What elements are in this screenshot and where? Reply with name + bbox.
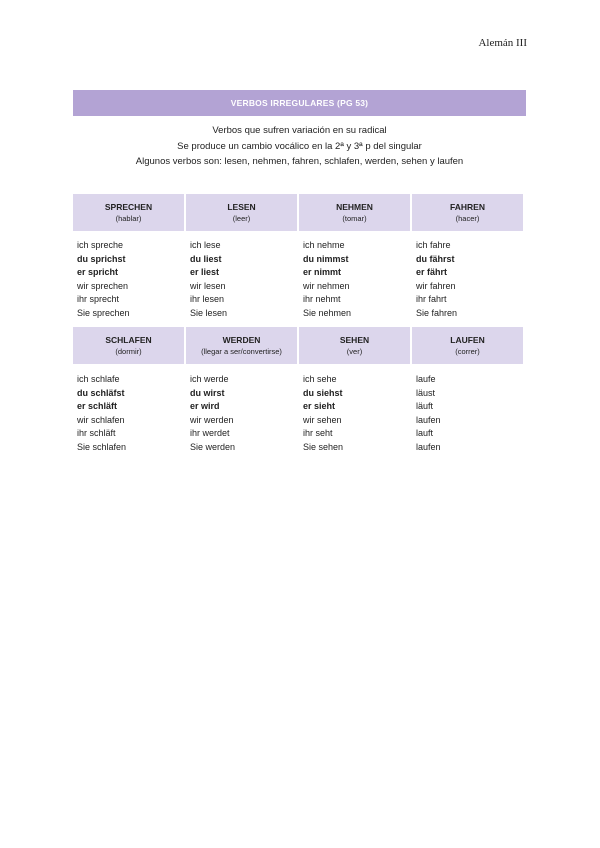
verb-infinitive: SPRECHEN bbox=[104, 202, 153, 212]
conjugation-form: läuft bbox=[416, 401, 434, 411]
page-header-subject: Alemán III bbox=[478, 37, 527, 49]
verb-translation: (dormir) bbox=[115, 347, 142, 356]
conjugation-form: ich fahre bbox=[416, 240, 451, 250]
verb-infinitive: LAUFEN bbox=[450, 335, 485, 345]
conjugation-form: Sie fahren bbox=[416, 307, 458, 318]
conjugation-form: er schläft bbox=[77, 401, 118, 411]
conjugation-form: wir schlafen bbox=[77, 414, 125, 425]
verb-infinitive: SEHEN bbox=[339, 335, 370, 345]
verb-header-werden bbox=[186, 327, 297, 364]
conjugation-form: ihr seht bbox=[303, 428, 333, 438]
verb-infinitive: WERDEN bbox=[222, 335, 261, 345]
conjugation-form: Sie nehmen bbox=[303, 307, 352, 318]
verb-header-laufen bbox=[412, 327, 523, 364]
conjugation-form: läust bbox=[416, 387, 436, 398]
conjugation-form: ihr schläft bbox=[77, 428, 116, 438]
conjugation-form: du nimmst bbox=[303, 253, 349, 264]
conjugation-form: laufe bbox=[416, 374, 436, 384]
verb-infinitive: SCHLAFEN bbox=[105, 335, 152, 345]
conjugation-form: ihr nehmt bbox=[303, 294, 341, 304]
verb-translation: (hablar) bbox=[115, 214, 142, 223]
verb-header-schlafen bbox=[73, 327, 184, 364]
verb-header-fahren bbox=[412, 194, 523, 231]
verb-header-sehen bbox=[299, 327, 410, 364]
conjugation-form: Sie lesen bbox=[190, 307, 228, 318]
conjugation-form: ihr werdet bbox=[190, 428, 230, 438]
verb-infinitive: LESEN bbox=[227, 202, 256, 212]
conjugation-list-werden bbox=[186, 364, 297, 454]
conjugation-form: er fährt bbox=[416, 267, 448, 277]
conjugation-form: wir sprechen bbox=[77, 280, 129, 291]
verb-translation: (correr) bbox=[455, 347, 480, 356]
conjugation-form: ihr lesen bbox=[190, 294, 225, 304]
verb-translation: (ver) bbox=[346, 347, 363, 356]
conjugation-form: wir nehmen bbox=[303, 280, 350, 291]
conjugation-list-sprechen bbox=[73, 231, 184, 320]
conjugation-form: er wird bbox=[190, 401, 220, 411]
conjugation-form: Sie werden bbox=[190, 441, 236, 452]
conjugation-form: ich sehe bbox=[303, 374, 337, 384]
conjugation-form: ich schlafe bbox=[77, 374, 120, 384]
verb-header-lesen bbox=[186, 194, 297, 231]
verb-table-2 bbox=[73, 327, 523, 454]
conjugation-form: du siehst bbox=[303, 387, 343, 398]
intro-line: Algunos verbos son: lesen, nehmen, fahren, schlafen, werden, sehen y laufen bbox=[135, 156, 464, 167]
verb-translation: (tomar) bbox=[342, 214, 367, 223]
verb-translation: (leer) bbox=[232, 214, 251, 223]
conjugation-form: er spricht bbox=[77, 267, 119, 277]
conjugation-form: lauft bbox=[416, 428, 434, 438]
conjugation-list-sehen bbox=[299, 364, 410, 454]
verb-infinitive: NEHMEN bbox=[336, 202, 373, 212]
verb-table-1 bbox=[73, 194, 523, 320]
page-title: VERBOS IRREGULARES (PG 53) bbox=[73, 90, 526, 116]
conjugation-list-schlafen bbox=[73, 364, 184, 454]
intro-line: Se produce un cambio vocálico en la 2ª y 3ª p del singular bbox=[177, 140, 422, 152]
verb-translation: (hacer) bbox=[455, 214, 480, 223]
conjugation-list-nehmen bbox=[299, 231, 410, 320]
conjugation-form: wir sehen bbox=[303, 414, 342, 425]
conjugation-form: Sie schlafen bbox=[77, 441, 127, 452]
conjugation-form: ich lese bbox=[190, 240, 221, 250]
conjugation-form: er nimmt bbox=[303, 267, 342, 277]
conjugation-form: laufen bbox=[416, 414, 441, 425]
conjugation-list-laufen bbox=[412, 364, 523, 454]
conjugation-form: ihr sprecht bbox=[77, 294, 120, 304]
conjugation-form: du sprichst bbox=[77, 253, 126, 264]
conjugation-form: ich nehme bbox=[303, 240, 345, 250]
conjugation-form: du fährst bbox=[416, 253, 455, 264]
conjugation-form: ich spreche bbox=[77, 240, 124, 250]
verb-header-sprechen bbox=[73, 194, 184, 231]
conjugation-form: er sieht bbox=[303, 401, 336, 411]
conjugation-list-lesen bbox=[186, 231, 297, 320]
conjugation-list-fahren bbox=[412, 231, 523, 320]
verb-header-nehmen bbox=[299, 194, 410, 231]
intro-line: Verbos que sufren variación en su radical bbox=[212, 125, 387, 136]
conjugation-form: ich werde bbox=[190, 374, 229, 384]
conjugation-form: ihr fahrt bbox=[416, 294, 447, 304]
verb-translation: (llegar a ser/convertirse) bbox=[201, 347, 282, 356]
conjugation-form: wir lesen bbox=[190, 280, 226, 291]
conjugation-form: laufen bbox=[416, 441, 441, 452]
conjugation-form: er liest bbox=[190, 267, 220, 277]
conjugation-form: du wirst bbox=[190, 387, 225, 398]
verb-infinitive: FAHREN bbox=[450, 202, 485, 212]
conjugation-form: wir werden bbox=[190, 414, 234, 425]
conjugation-form: du liest bbox=[190, 253, 222, 264]
conjugation-form: Sie sprechen bbox=[77, 307, 130, 318]
intro-text bbox=[73, 123, 526, 170]
conjugation-form: wir fahren bbox=[416, 280, 456, 291]
conjugation-form: Sie sehen bbox=[303, 441, 344, 452]
conjugation-form: du schläfst bbox=[77, 387, 125, 398]
